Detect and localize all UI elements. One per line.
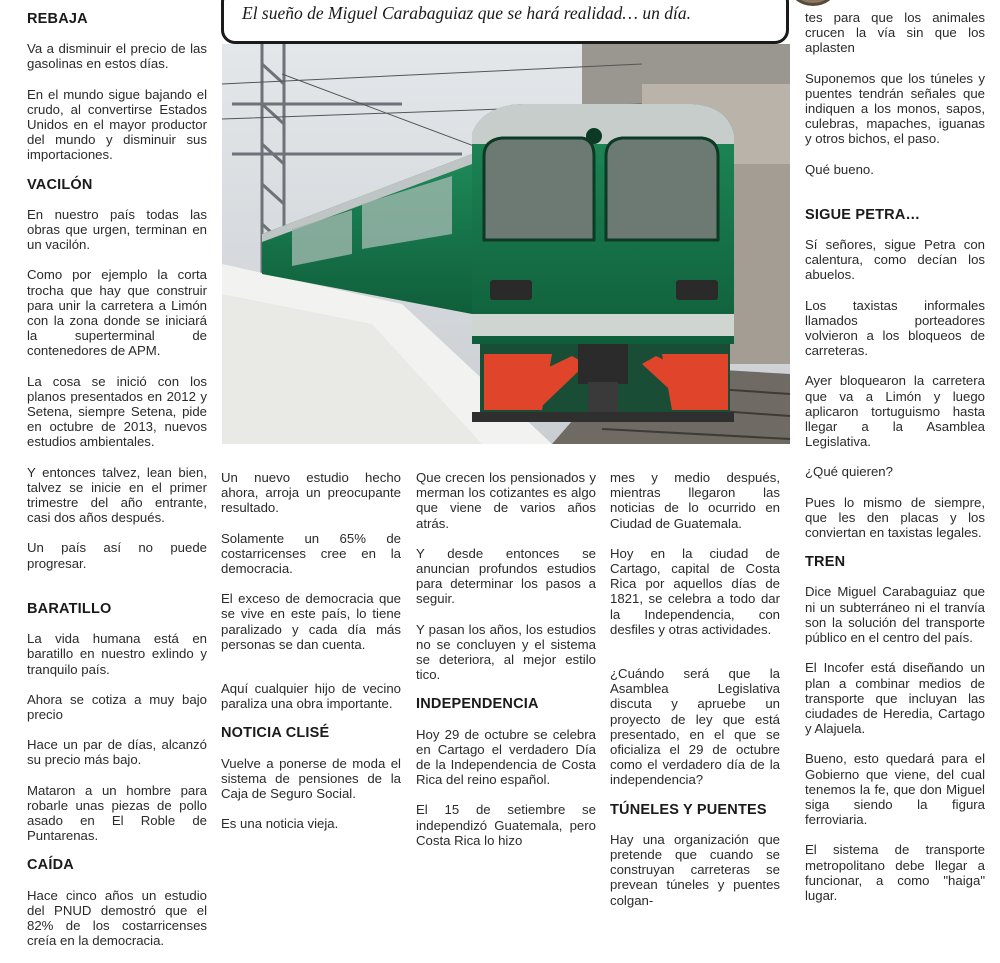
column-5 [805, 10, 985, 918]
paragraph: Hay una organización que pretende que cuando se construyan carreteras se prevean túneles y puentes colgan- [610, 831, 780, 908]
paragraph: El exceso de democracia que se vive en este país, lo tiene paralizado y cada día más personas se dan cuenta. [221, 591, 401, 652]
section-heading: SIGUE PETRA… [805, 206, 921, 223]
paragraph: Hace cinco años un estudio del PNUD demostró que el 82% de los costarricenses creía en la democracia. [27, 887, 207, 949]
section-heading: INDEPENDENCIA [416, 696, 539, 713]
paragraph: Suponemos que los túneles y puentes tendrán señales que indiquen a los monos, sapos, culebras, mapaches, iguanas y otros bichos, el paso. [805, 70, 985, 147]
paragraph: En el mundo sigue bajando el crudo, al convertirse Estados Unidos en el mayor productor del mundo y disminuir sus importaciones. [27, 86, 207, 163]
section-heading: BARATILLO [27, 600, 112, 617]
paragraph: Hoy 29 de octubre se celebra en Cartago el verdadero Día de la Independencia de Costa Rica del reino español. [416, 726, 596, 788]
paragraph: Vuelve a ponerse de moda el sistema de pensiones de la Caja de Seguro Social. [221, 755, 401, 802]
paragraph: El sistema de transporte metropolitano debe llegar a funcionar, a como "haiga" lugar. [805, 842, 985, 903]
paragraph: Es una noticia vieja. [221, 816, 339, 832]
column-3 [416, 470, 596, 863]
paragraph: Mataron a un hombre para robarle unas piezas de pollo asado en El Roble de Puntarenas. [27, 782, 207, 844]
paragraph: En nuestro país todas las obras que urgen, terminan en un vacilón. [27, 206, 207, 253]
paragraph: Solamente un 65% de costarricenses cree en la democracia. [221, 530, 401, 577]
column-4 [610, 470, 780, 923]
paragraph: El Incofer está diseñando un plan a combinar medios de transporte que incluyan las ciudades de Heredia, Cartago y Alajuela. [805, 660, 985, 737]
spacer [805, 192, 985, 206]
paragraph: Un nuevo estudio hecho ahora, arroja un preocupante resultado. [221, 470, 401, 516]
paragraph: Bueno, esto quedará para el Gobierno que viene, del cual tenemos la fe, que don Miguel siga siendo la figura ferroviaria. [805, 751, 985, 828]
paragraph: Y entonces talvez, lean bien, talvez se inicie en el primer trimestre del año entrante, casi dos años después. [27, 464, 207, 526]
paragraph: El 15 de setiembre se independizó Guatemala, pero Costa Rica lo hizo [416, 802, 596, 848]
paragraph: Que crecen los pensionados y merman los cotizantes es algo que viene de varios años atrás. [416, 470, 596, 531]
train-photo [222, 44, 790, 444]
paragraph: Un país así no puede progresar. [27, 540, 207, 571]
corner-ornament [790, 0, 836, 6]
paragraph: Sí señores, sigue Petra con calentura, como decían los abuelos. [805, 237, 985, 283]
column-1 [27, 10, 207, 963]
paragraph: Hace un par de días, alcanzó su precio más bajo. [27, 737, 207, 768]
section-heading: TREN [805, 554, 846, 571]
paragraph: tes para que los animales crucen la vía sin que los aplasten [805, 10, 985, 56]
paragraph: Aquí cualquier hijo de vecino paraliza una obra importante. [221, 681, 401, 712]
paragraph: La cosa se inició con los planos presentados en 2012 y Setena, siempre Setena, pide en octubre de 2013, nuevos estudios ambientales. [27, 373, 207, 450]
train-illustration [222, 44, 790, 444]
paragraph: Los taxistas informales llamados porteadores volvieron a los bloqueos de carreteras. [805, 297, 985, 359]
paragraph: Y desde entonces se anuncian profundos estudios para determinar los pasos a seguir. [416, 545, 596, 607]
section-heading: TÚNELES Y PUENTES [610, 801, 767, 818]
section-heading: REBAJA [27, 11, 88, 27]
paragraph: mes y medio después, mientras llegaron las noticias de lo ocurrido en Ciudad de Guatemala. [610, 470, 780, 531]
section-heading: VACILÓN [27, 176, 93, 193]
paragraph: Hoy en la ciudad de Cartago, capital de Costa Rica por aquellos días de 1821, se celebra a todo dar la Independencia, con desfiles y otras actividades. [610, 545, 780, 637]
paragraph: Como por ejemplo la corta trocha que hay que construir para unir la carretera a Limón con la zona donde se iniciará la superterminal de contenedores de APM. [27, 267, 207, 359]
paragraph: Y pasan los años, los estudios no se concluyen y el sistema se deteriora, al mejor estilo tico. [416, 621, 596, 683]
section-heading: CAÍDA [27, 857, 74, 874]
paragraph: Va a disminuir el precio de las gasolinas en estos días. [27, 41, 207, 72]
spacer [610, 652, 780, 666]
paragraph: ¿Cuándo será que la Asamblea Legislativa discuta y apruebe un proyecto de ley que está presentado, en el que se oficializa el 29 de octubre como el verdadero día de la independencia? [610, 666, 780, 788]
photo-caption: El sueño de Miguel Carabaguiaz que se hará realidad… un día. [242, 3, 691, 23]
paragraph: ¿Qué quieren? [805, 464, 893, 480]
section-heading: NOTICIA CLISÉ [221, 725, 330, 742]
paragraph: La vida humana está en baratillo en nuestro exlindo y tranquilo país. [27, 631, 207, 677]
paragraph: Ahora se cotiza a muy bajo precio [27, 691, 207, 722]
spacer [221, 667, 401, 681]
paragraph: Qué bueno. [805, 161, 874, 177]
paragraph: Pues lo mismo de siempre, que les den placas y los conviertan en taxistas legales. [805, 494, 985, 541]
paragraph: Dice Miguel Carabaguiaz que ni un subterráneo ni el tranvía son la solución del transporte público en el centro del país. [805, 584, 985, 646]
column-2 [221, 470, 401, 846]
spacer [27, 586, 207, 600]
paragraph: Ayer bloquearon la carretera que va a Limón y luego aplicaron tortuguismo hasta llegar a la Asamblea Legislativa. [805, 373, 985, 450]
